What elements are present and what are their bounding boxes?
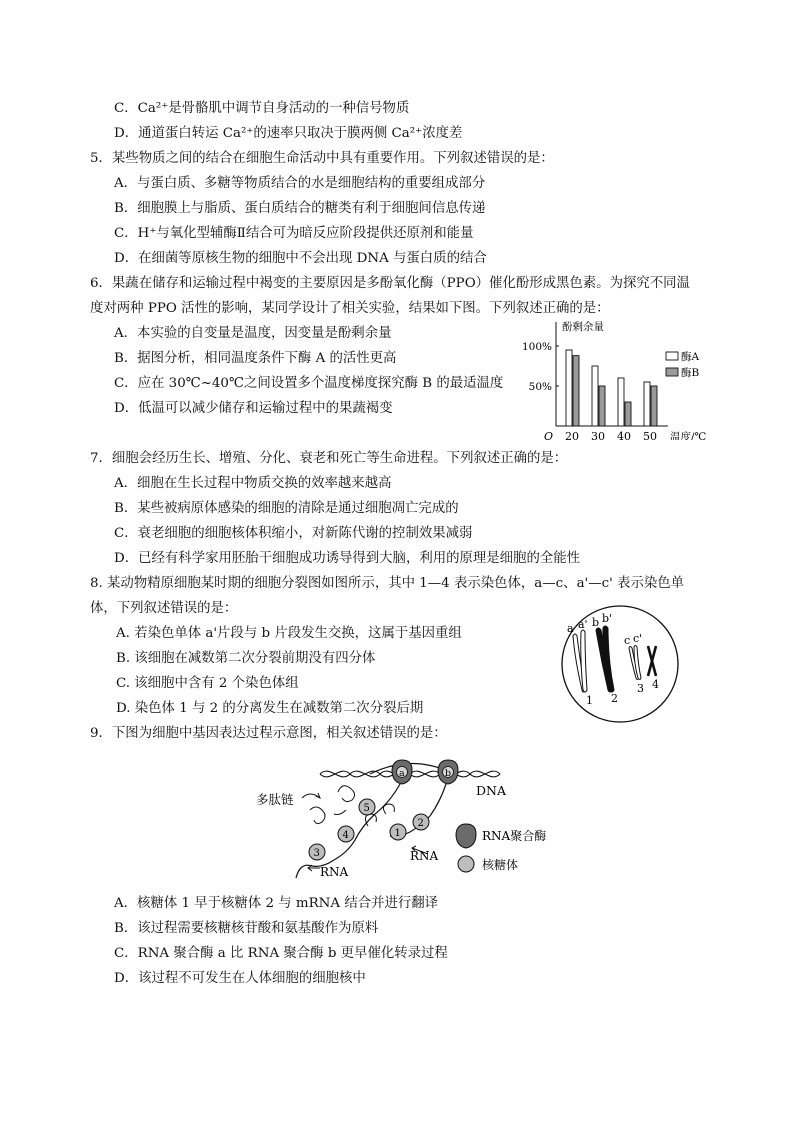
label-c: c [624,634,631,647]
label-a-prime: a' [578,618,588,631]
q7-option-b: B．某些被病原体感染的细胞的清除是通过细胞凋亡完成的 [114,501,459,516]
svg-text:RNA聚合酶: RNA聚合酶 [482,829,547,843]
q6-option-a: A．本实验的自变量是温度，因变量是酚剩余量 [114,326,392,341]
q8-cell-division-figure [556,604,684,724]
y-tick-label: 100% [521,341,552,353]
origin-label: O [544,430,554,440]
x-tick-label: 20 [565,430,579,440]
q9-option-b: B．该过程需要核糖核苷酸和氨基酸作为原料 [114,921,379,936]
q5-option-c: C．H⁺与氧化型辅酶Ⅱ结合可为暗反应阶段提供还原剂和能量 [114,226,474,241]
q5-option-b: B．细胞膜上与脂质、蛋白质结合的糖类有利于细胞间信息传递 [114,201,486,216]
legend-swatch [666,368,678,376]
q5-option-d: D．在细菌等原核生物的细胞中不会出现 DNA 与蛋白质的结合 [114,251,487,266]
q8-stem-line2: 体，下列叙述错误的是： [90,601,238,616]
q9-option-a: A．核糖体 1 早于核糖体 2 与 mRNA 结合并进行翻译 [114,896,439,911]
label-dna: DNA [476,783,506,798]
q6-option-c: C．应在 30℃~40℃之间设置多个温度梯度探究酶 B 的最适温度 [114,376,504,391]
bar-enzyme-b-40 [625,402,631,426]
polypeptide-chains [310,786,394,826]
label-rna-bottom: RNA [320,865,349,879]
svg-text:3: 3 [313,848,320,859]
ribosome-3 [309,844,325,860]
q5-stem: 5．某些物质之间的结合在细胞生命活动中具有重要作用。下列叙述错误的是： [90,151,554,166]
legend-swatch [666,352,678,360]
chart-title: 酚剩余量 [562,321,604,333]
q6-stem-line1: 6．果蔬在储存和运输过程中褐变的主要原因是多酚氧化酶（PPO）催化酚形成黑色素。为探究不同温 [90,276,690,291]
bar-enzyme-b-50 [651,386,657,426]
q7-option-c: C．衰老细胞的细胞核体积缩小，对新陈代谢的控制效果减弱 [114,526,473,541]
chromosome-1 [573,630,587,692]
rna-polymerase-a [392,760,412,784]
q8-option-d: D. 染色体 1 与 2 的分离发生在减数第二次分裂后期 [116,701,424,716]
x-axis-label: 温度/℃ [670,431,707,440]
q9-option-d: D．该过程不可发生在人体细胞的细胞核中 [114,971,366,986]
ribosome-2 [413,814,429,830]
q5-option-a: A．与蛋白质、多糖等物质结合的水是细胞结构的重要组成部分 [114,176,486,191]
bar-enzyme-b-20 [573,356,579,426]
svg-text:2: 2 [417,818,424,829]
rna-polymerase-b [438,760,458,784]
chromosome-4 [648,646,656,676]
label-3: 3 [637,682,644,695]
bar-enzyme-a-20 [566,350,572,426]
legend-label: 酶B [681,367,700,379]
x-tick-label: 50 [643,430,657,440]
bar-enzyme-a-30 [592,366,598,426]
q9-gene-expression-figure [250,752,570,888]
chromosome-2 [596,626,614,692]
q9-option-c: C．RNA 聚合酶 a 比 RNA 聚合酶 b 更早催化转录过程 [114,946,448,961]
svg-text:a: a [399,768,405,779]
label-4: 4 [652,678,659,691]
x-tick-label: 40 [617,430,631,440]
svg-text:b: b [445,768,452,779]
q4-option-d: D．通道蛋白转运 Ca²⁺的速率只取决于膜两侧 Ca²⁺浓度差 [114,126,463,141]
legend-ribosome [458,856,518,872]
y-tick-label: 50% [528,381,552,393]
q6-option-d: D．低温可以减少储存和运输过程中的果蔬褐变 [114,401,393,416]
svg-text:4: 4 [342,830,349,841]
svg-text:1: 1 [394,828,401,839]
label-rna-right: RNA [410,849,439,863]
q9-stem: 9．下图为细胞中基因表达过程示意图，相关叙述错误的是： [90,726,447,741]
q7-option-d: D．已经有科学家用胚胎干细胞成功诱导得到大脑，利用的原理是细胞的全能性 [114,551,581,566]
q6-option-b: B．据图分析，相同温度条件下酶 A 的活性更高 [114,351,397,366]
ribosome-4 [338,826,354,842]
bar-enzyme-a-40 [618,378,624,426]
label-b-prime: b' [602,612,613,625]
q7-stem: 7．细胞会经历生长、增殖、分化、衰老和死亡等生命进程。下列叙述正确的是： [90,451,568,466]
label-a: a [567,622,574,635]
chromosome-3 [629,646,641,680]
q6-stem-line2: 度对两种 PPO 活性的影响，某同学设计了相关实验，结果如下图。下列叙述正确的是： [90,301,610,316]
ribosome-5 [359,799,375,815]
label-polypeptide: 多肽链 [256,792,294,807]
bar-enzyme-a-50 [644,382,650,426]
svg-text:核糖体: 核糖体 [482,858,519,872]
q7-option-a: A．细胞在生长过程中物质交换的效率越来越高 [114,476,392,491]
label-c-prime: c' [633,632,643,645]
q6-bar-chart [520,318,720,440]
legend-label: 酶A [681,351,700,363]
q8-option-a: A. 若染色单体 a'片段与 b 片段发生交换，这属于基因重组 [116,626,462,641]
legend-rna-polymerase [456,824,546,848]
svg-text:5: 5 [363,803,370,814]
ribosome-1 [390,824,406,840]
label-b: b [592,616,600,629]
label-1: 1 [586,694,593,707]
label-2: 2 [611,692,618,705]
q8-option-b: B. 该细胞在减数第二次分裂前期没有四分体 [116,651,376,666]
q8-option-c: C. 该细胞中含有 2 个染色体组 [116,676,299,691]
q4-option-c: C．Ca²⁺是骨骼肌中调节自身活动的一种信号物质 [114,101,410,116]
bar-enzyme-b-30 [599,386,605,426]
x-tick-label: 30 [591,430,605,440]
q8-stem-line1: 8. 某动物精原细胞某时期的细胞分裂图如图所示，其中 1—4 表示染色体，a—c、a'—c' 表示染色单 [90,576,685,591]
